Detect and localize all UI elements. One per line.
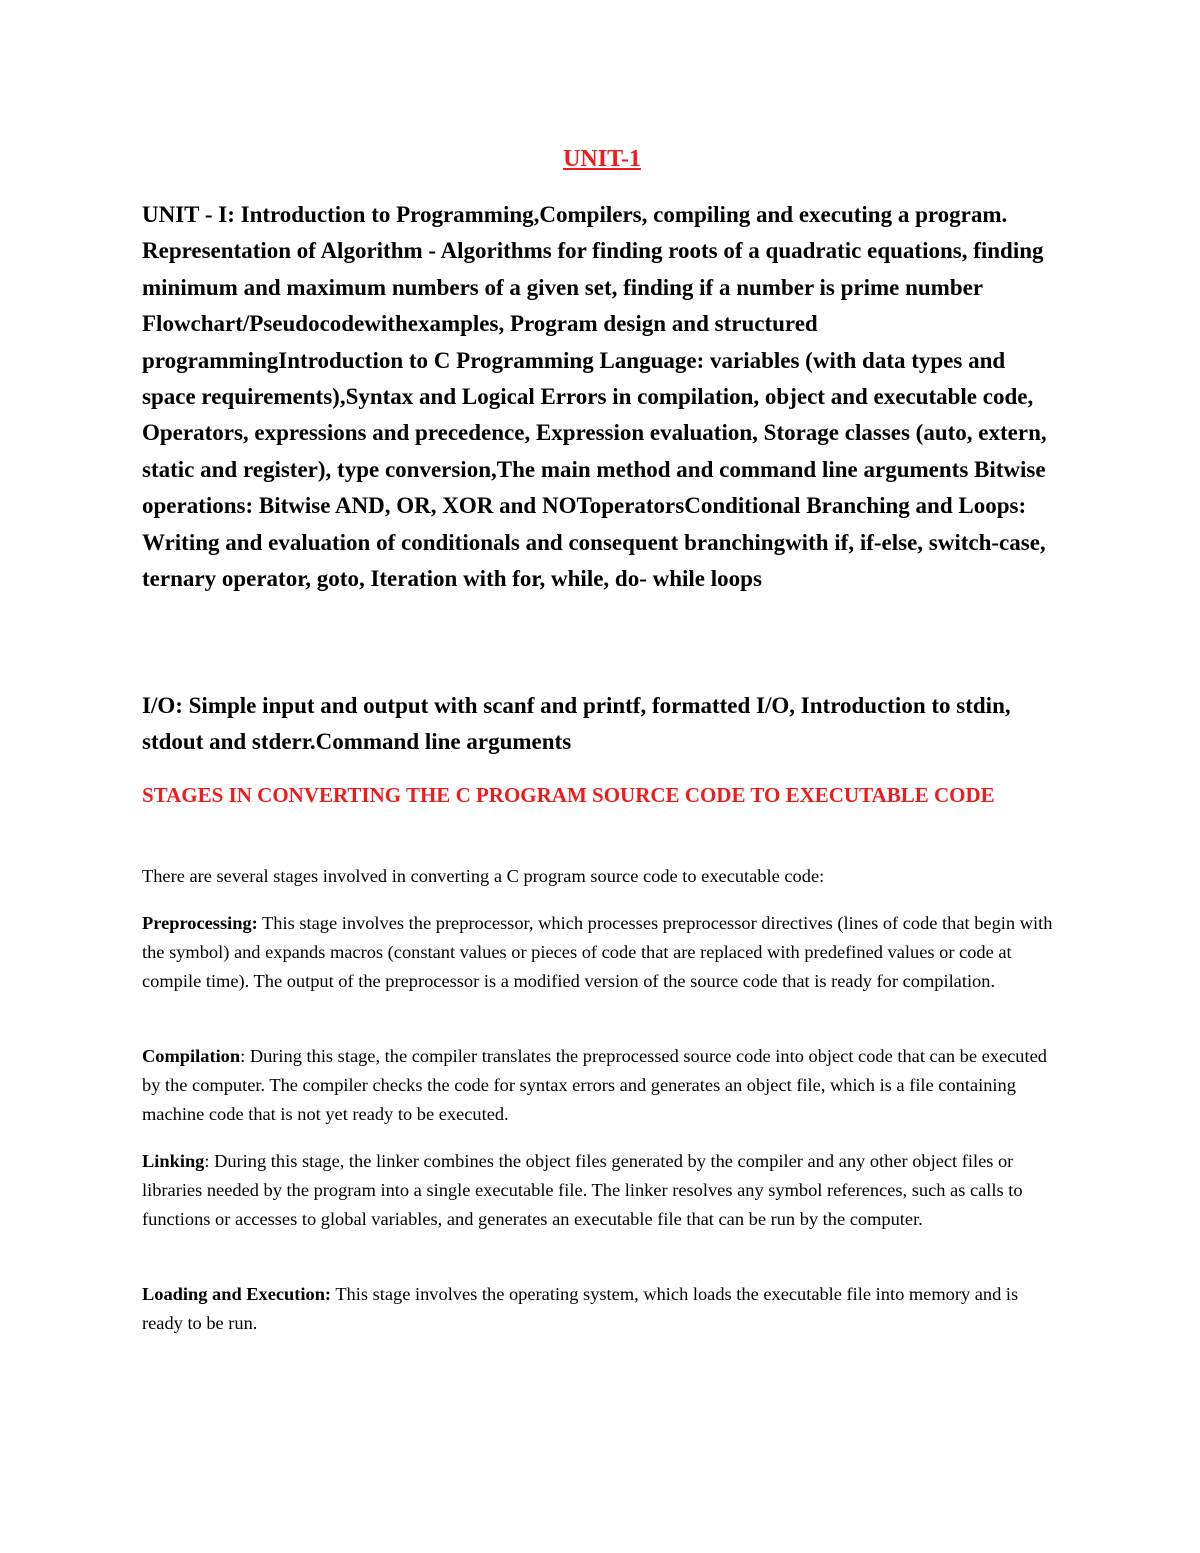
stage-term: Loading and Execution:: [142, 1284, 332, 1304]
stage-term: Compilation: [142, 1046, 241, 1066]
stage-term: Preprocessing:: [142, 913, 258, 933]
intro-paragraph: There are several stages involved in converting a C program source code to executable code:: [142, 866, 825, 886]
syllabus-paragraph: UNIT - I: Introduction to Programming,Compilers, compiling and executing a program. Representation of Algorithm - Algorithms for finding roots of a quadratic equations, finding minimum and maximum numbers of a given set, finding if a number is prime number Flowchart/Pseudocodewithexamples, Program design and structured programmingIntroduction to C Programming Language: variables (with data types and space requirements),Syntax and Logical Errors in compilation, object and executable code, Operators, expressions and precedence, Expression evaluation, Storage classes (auto, extern, static and register), type conversion,The main method and command line arguments Bitwise operations: Bitwise AND, OR, XOR and NOToperatorsConditional Branching and Loops: Writing and evaluation of conditionals and consequent branchingwith if, if-else, switch-case, ternary operator, goto, Iteration with for, while, do- while loops: [142, 202, 1047, 592]
stage-description: This stage involves the operating system, which loads the executable file into memory and is ready to be run.: [142, 1284, 1019, 1333]
stage-term: Linking: [142, 1151, 205, 1171]
stage-description: This stage involves the preprocessor, which processes preprocessor directives (lines of code that begin with the symbol) and expands macros (constant values or pieces of code that are replaced with predefined values or code at compile time). The output of the preprocessor is a modified version of the source code that is ready for compilation.: [142, 913, 1053, 991]
stage-description: : During this stage, the linker combines the object files generated by the compiler and any other object files or libraries needed by the program into a single executable file. The linker resolves any symbol references, such as calls to functions or accesses to global variables, and generates an executable file that can be run by the computer.: [142, 1151, 1023, 1229]
stage-preprocessing: [142, 909, 1062, 995]
io-paragraph: I/O: Simple input and output with scanf and printf, formatted I/O, Introduction to stdin, stdout and stderr.Command line arguments: [142, 693, 1011, 754]
stage-loading-execution: [142, 1280, 1062, 1338]
stages-heading: STAGES IN CONVERTING THE C PROGRAM SOURCE CODE TO EXECUTABLE CODE: [142, 783, 995, 807]
unit-title: UNIT-1: [563, 146, 641, 172]
stage-description: : During this stage, the compiler translates the preprocessed source code into object code that can be executed by the computer. The compiler checks the code for syntax errors and generates an object file, which is a file containing machine code that is not yet ready to be executed.: [142, 1046, 1047, 1124]
stage-linking: [142, 1147, 1062, 1233]
stage-compilation: [142, 1042, 1062, 1128]
